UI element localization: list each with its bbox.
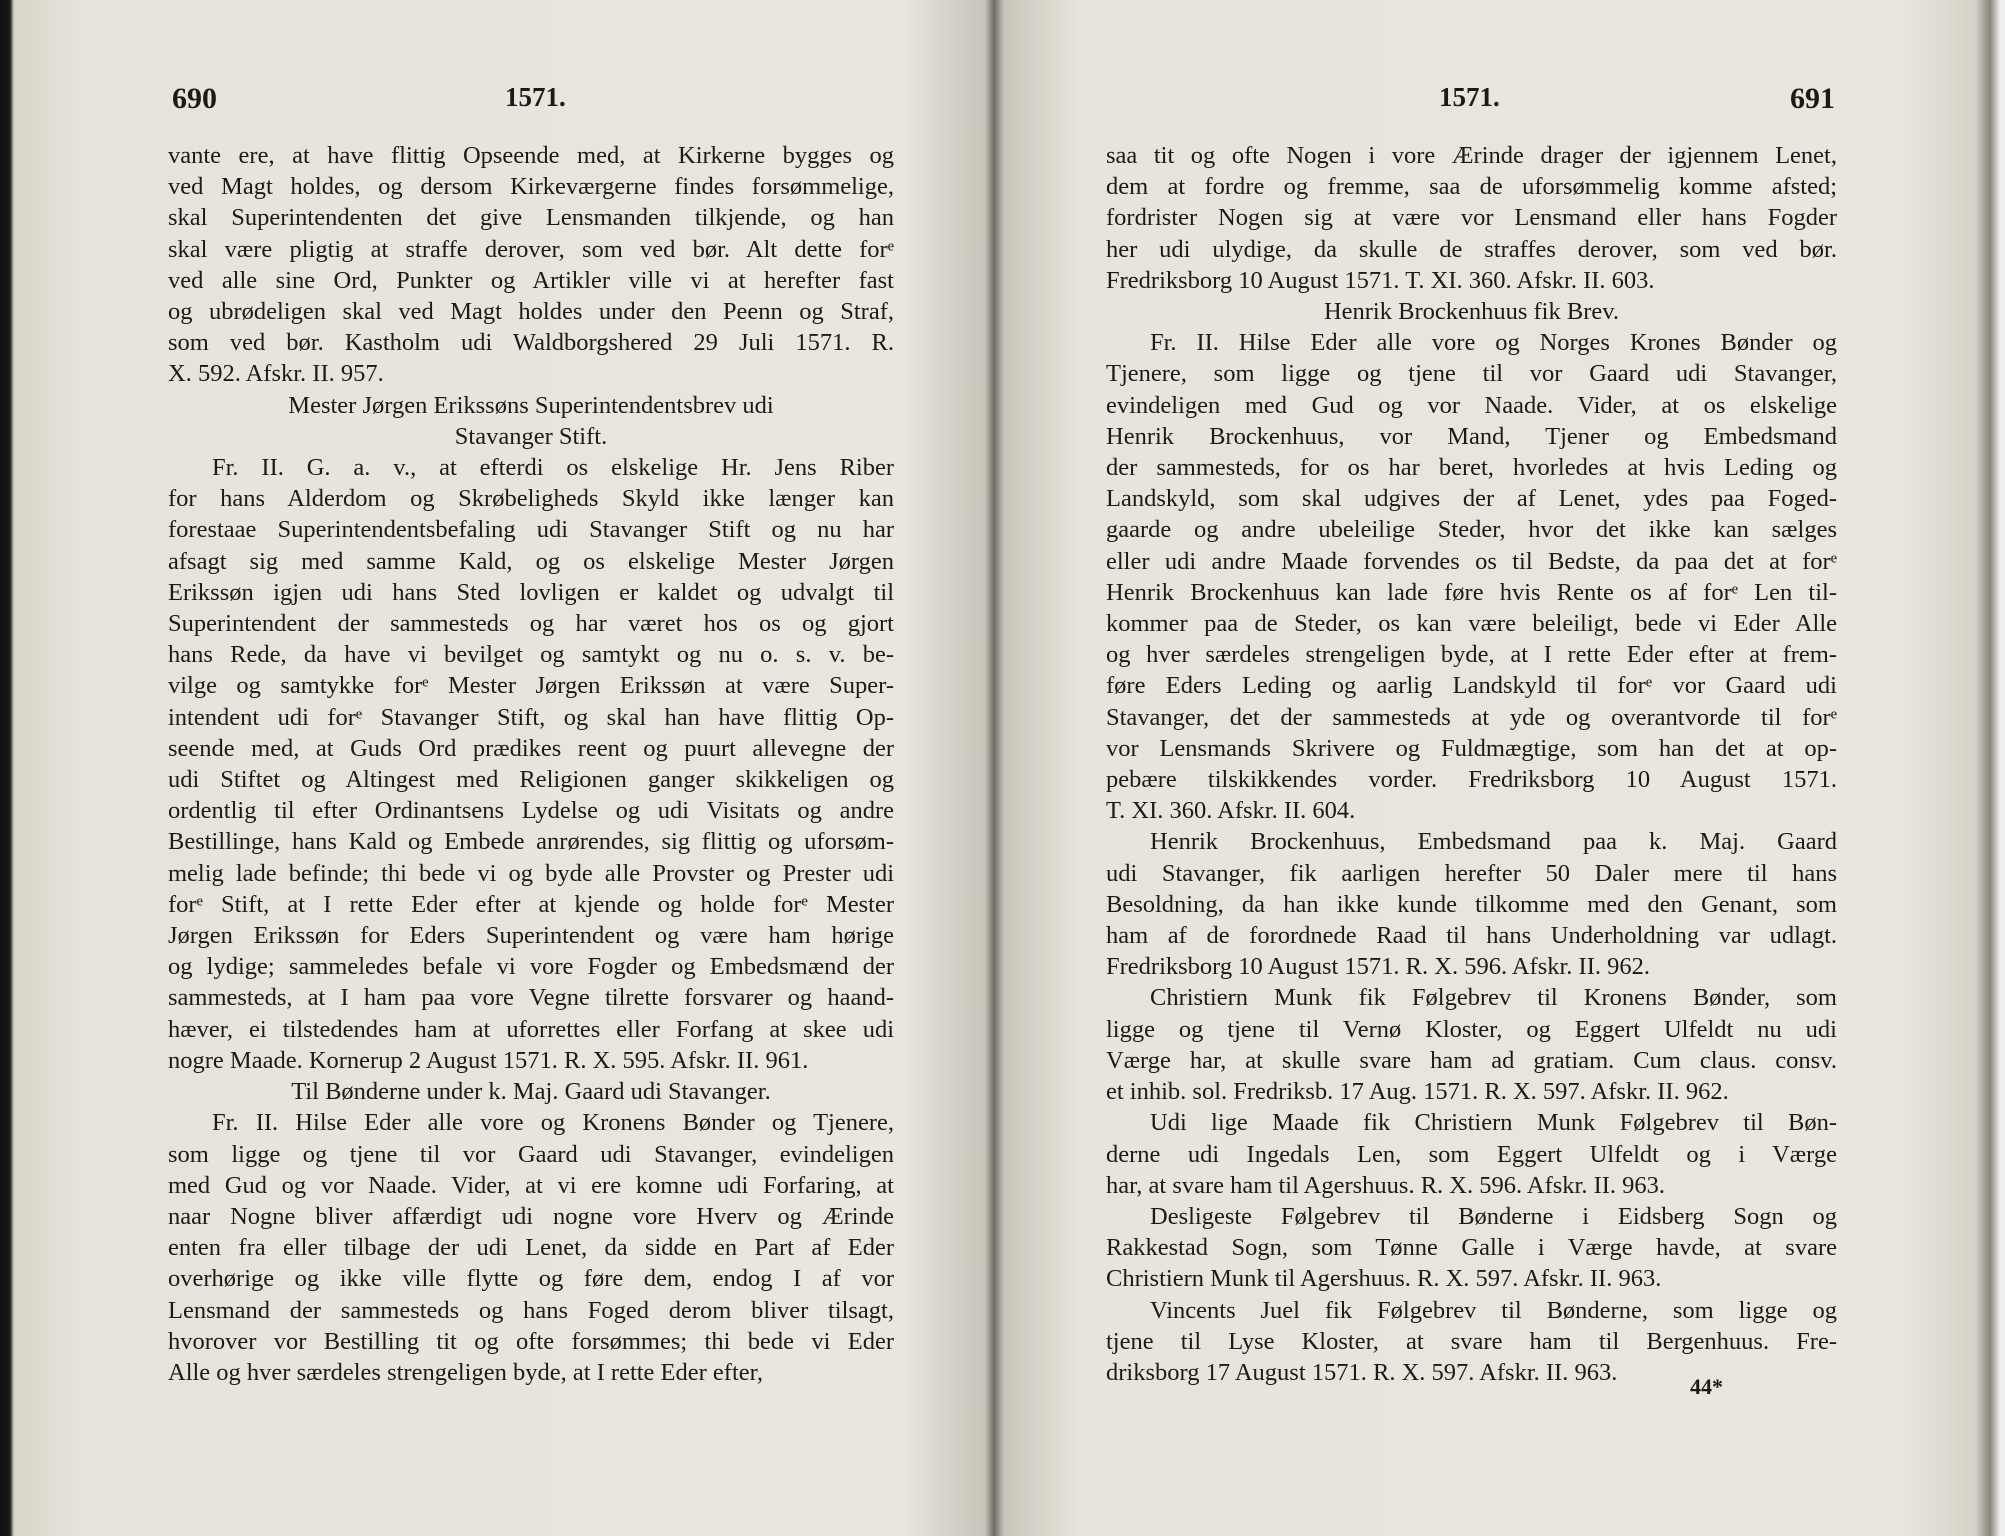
text-line: vor Lensmands Skrivere og Fuldmægtige, som han det at op- <box>1106 734 1837 762</box>
left-page-number: 690 <box>172 82 217 115</box>
text-line: Bestillinge, hans Kald og Embede anrørendes, sig flittig og uforsøm- <box>168 828 894 856</box>
text-line: pebære tilskikkendes vorder. Fredriksborg 10 August 1571. <box>1106 766 1837 794</box>
text-line: hæver, ei tilstedendes ham at uforrettes eller Forfang at skee udi <box>168 1015 894 1043</box>
text-line: og hver særdeles strengeligen byde, at I rette Eder efter at frem- <box>1106 641 1837 669</box>
text-line: Fredriksborg 10 August 1571. T. XI. 360. Afskr. II. 603. <box>1106 266 1655 294</box>
text-line: og ubrødeligen skal ved Magt holdes under den Peenn og Straf, <box>168 298 894 326</box>
text-line: eller udi andre Maade forvendes os til Bedste, da paa det at forᵉ <box>1106 547 1837 575</box>
text-line: har, at svare ham til Agershuus. R. X. 596. Afskr. II. 963. <box>1106 1171 1666 1199</box>
text-line: X. 592. Afskr. II. 957. <box>168 360 384 388</box>
text-line: her udi ulydige, da skulle de straffes derover, som ved bør. <box>1106 235 1837 263</box>
text-line: Fredriksborg 10 August 1571. R. X. 596. Afskr. II. 962. <box>1106 953 1651 981</box>
text-line: Erikssøn igjen udi hans Sted lovligen er kaldet og udvalgt til <box>168 578 894 606</box>
text-line: naar Nogne bliver affærdigt udi nogne vore Hverv og Ærinde <box>168 1202 894 1230</box>
text-line: forᵉ Stift, at I rette Eder efter at kjende og holde forᵉ Mester <box>168 890 894 918</box>
text-line: udi Stiftet og Altingest med Religionen ganger skikkeligen og <box>168 766 894 794</box>
text-line: nogre Maade. Kornerup 2 August 1571. R. X. 595. Afskr. II. 961. <box>168 1046 809 1074</box>
text-line: som ved bør. Kastholm udi Waldborgshered 29 Juli 1571. R. <box>168 329 894 357</box>
text-line: hvorover vor Bestilling tit og ofte forsømmes; thi bede vi Eder <box>168 1327 894 1355</box>
text-line: fordrister Nogen sig at være vor Lensmand eller hans Fogder <box>1106 204 1837 232</box>
text-line: Værge har, at skulle svare ham ad gratiam. Cum claus. consv. <box>1106 1046 1837 1074</box>
text-line: forestaae Superintendentsbefaling udi Stavanger Stift og nu har <box>168 516 894 544</box>
text-line: Til Bønderne under k. Maj. Gaard udi Stavanger. <box>291 1078 771 1106</box>
right-running-head: 1571. <box>1439 82 1500 112</box>
text-line: overhørige og ikke ville flytte og føre dem, endog I af vor <box>168 1265 894 1293</box>
text-line: gaarde og andre ubeleilige Steder, hvor det ikke kan sælges <box>1106 516 1837 544</box>
text-line: ham af de forordnede Raad til hans Underholdning var udlagt. <box>1106 922 1837 950</box>
text-line: driksborg 17 August 1571. R. X. 597. Afskr. II. 963. <box>1106 1358 1618 1386</box>
text-line: med Gud og vor Naade. Vider, at vi ere komne udi Forfaring, at <box>168 1171 894 1199</box>
text-line: Superintendent der sammesteds og har været hos os og gjort <box>168 610 894 638</box>
right-page-number: 691 <box>1790 82 1835 115</box>
text-line: enten fra eller tilbage der udi Lenet, da sidde en Part af Eder <box>168 1234 894 1262</box>
text-line: Christiern Munk fik Følgebrev til Kronens Bønder, som <box>1150 984 1837 1012</box>
text-line: Udi lige Maade fik Christiern Munk Følgebrev til Bøn- <box>1150 1109 1837 1137</box>
text-line: saa tit og ofte Nogen i vore Ærinde drager der igjennem Lenet, <box>1106 142 1837 169</box>
text-line: Christiern Munk til Agershuus. R. X. 597. Afskr. II. 963. <box>1106 1265 1662 1293</box>
text-line: Stavanger Stift. <box>454 422 608 450</box>
text-line: Henrik Brockenhuus, Embedsmand paa k. Maj. Gaard <box>1150 828 1837 856</box>
text-line: melig lade befinde; thi bede vi og byde alle Provster og Prester udi <box>168 859 894 887</box>
text-line: et inhib. sol. Fredriksb. 17 Aug. 1571. R. X. 597. Afskr. II. 962. <box>1106 1078 1729 1106</box>
text-line: Fr. II. G. a. v., at efterdi os elskelige Hr. Jens Riber <box>212 454 894 482</box>
text-line: seende med, at Guds Ord prædikes reent og puurt allevegne der <box>168 734 894 762</box>
signature-mark: 44* <box>1690 1374 1723 1399</box>
text-line: Henrik Brockenhuus fik Brev. <box>1323 298 1620 326</box>
text-line: vilge og samtykke forᵉ Mester Jørgen Erikssøn at være Super- <box>168 672 894 700</box>
text-line: afsagt sig med samme Kald, og os elskelige Mester Jørgen <box>168 547 894 575</box>
text-line: vante ere, at have flittig Opseende med, at Kirkerne bygges og <box>168 142 894 169</box>
text-line: ligge og tjene til Vernø Kloster, og Eggert Ulfeldt nu udi <box>1106 1015 1837 1043</box>
left-running-head: 1571. <box>505 82 566 112</box>
text-line: Mester Jørgen Erikssøns Superintendentsbrev udi <box>288 391 774 419</box>
text-line: hans Rede, da have vi bevilget og samtykt og nu o. s. v. be- <box>168 641 894 669</box>
text-line: for hans Alderdom og Skrøbeligheds Skyld ikke længer kan <box>168 485 894 513</box>
text-line: Tjenere, som ligge og tjene til vor Gaard udi Stavanger, <box>1106 360 1837 388</box>
text-line: derne udi Ingedals Len, som Eggert Ulfeldt og i Værge <box>1106 1140 1837 1168</box>
text-line: ved Magt holdes, og dersom Kirkeværgerne findes forsømmelige, <box>168 173 894 201</box>
text-line: skal være pligtig at straffe derover, som ved bør. Alt dette forᵉ <box>168 235 894 263</box>
text-line: Desligeste Følgebrev til Bønderne i Eidsberg Sogn og <box>1150 1202 1837 1230</box>
text-line: der sammesteds, for os har beret, hvorledes at hvis Leding og <box>1106 454 1837 482</box>
text-line: Stavanger, det der sammesteds at yde og overantvorde til forᵉ <box>1106 703 1837 731</box>
text-line: tjene til Lyse Kloster, at svare ham til Bergenhuus. Fre- <box>1106 1327 1837 1355</box>
text-line: udi Stavanger, fik aarligen herefter 50 Daler mere til hans <box>1106 859 1837 887</box>
text-line: T. XI. 360. Afskr. II. 604. <box>1106 797 1356 825</box>
text-line: Fr. II. Hilse Eder alle vore og Norges Krones Bønder og <box>1150 329 1837 357</box>
text-line: føre Eders Leding og aarlig Landskyld til forᵉ vor Gaard udi <box>1106 672 1837 700</box>
text-line: Lensmand der sammesteds og hans Foged derom bliver tilsagt, <box>168 1296 894 1324</box>
left-page <box>0 0 990 1536</box>
text-line: intendent udi forᵉ Stavanger Stift, og skal han have flittig Op- <box>168 703 894 731</box>
text-line: Jørgen Erikssøn for Eders Superintendent og være ham hørige <box>168 922 894 950</box>
text-line: Rakkestad Sogn, som Tønne Galle i Værge havde, at svare <box>1106 1234 1837 1262</box>
text-line: Landskyld, som skal udgives der af Lenet, ydes paa Foged- <box>1106 485 1837 513</box>
text-line: Henrik Brockenhuus kan lade føre hvis Rente os af forᵉ Len til- <box>1106 578 1837 606</box>
text-line: evindeligen med Gud og vor Naade. Vider, at os elskelige <box>1106 391 1837 419</box>
text-line: dem at fordre og fremme, saa de uforsømmelig komme afsted; <box>1106 173 1837 201</box>
text-line: ved alle sine Ord, Punkter og Artikler ville vi at herefter fast <box>168 266 894 294</box>
text-line: Alle og hver særdeles strengeligen byde, at I rette Eder efter, <box>168 1358 763 1386</box>
text-line: Fr. II. Hilse Eder alle vore og Kronens Bønder og Tjenere, <box>212 1109 894 1137</box>
text-line: Besoldning, da han ikke kunde tilkomme med den Genant, som <box>1106 890 1837 918</box>
right-page <box>995 0 1995 1536</box>
text-line: Vincents Juel fik Følgebrev til Bønderne, som ligge og <box>1150 1296 1837 1324</box>
text-line: sammesteds, at I ham paa vore Vegne tilrette forsvarer og haand- <box>168 984 894 1012</box>
text-line: ordentlig til efter Ordinantsens Lydelse og udi Visitats og andre <box>168 797 894 825</box>
text-line: skal Superintendenten det give Lensmanden tilkjende, og han <box>168 204 894 232</box>
text-line: kommer paa de Steder, os kan være beleiligt, bede vi Eder Alle <box>1106 610 1837 638</box>
text-line: Henrik Brockenhuus, vor Mand, Tjener og Embedsmand <box>1106 422 1837 450</box>
right-page-text <box>1106 140 1837 1388</box>
left-page-text <box>168 140 894 1388</box>
text-line: som ligge og tjene til vor Gaard udi Stavanger, evindeligen <box>168 1140 894 1168</box>
text-line: og lydige; sammeledes befale vi vore Fogder og Embedsmænd der <box>168 953 894 981</box>
